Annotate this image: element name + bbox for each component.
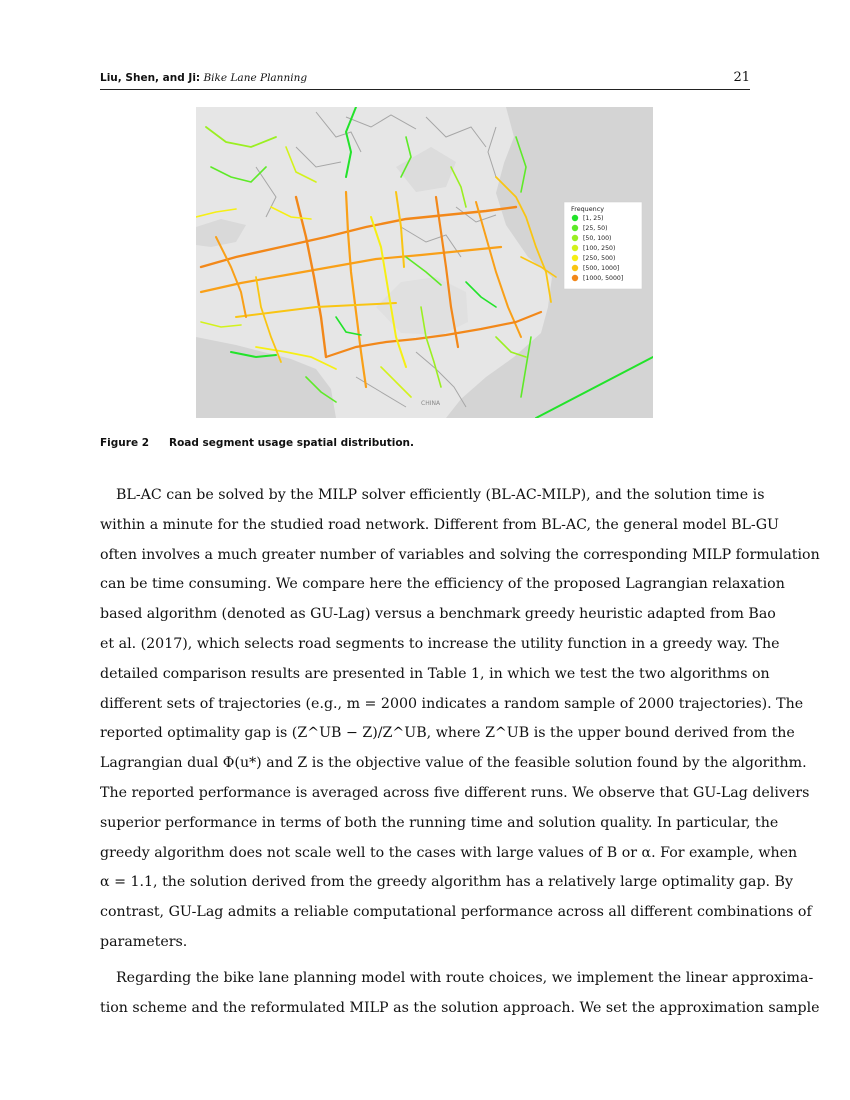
legend-label: [25, 50) (583, 225, 608, 233)
text-line: different sets of trajectories (e.g., m = 2000 indicates a random sample of 2000 trajectories). The (100, 695, 804, 712)
text-line: et al. (2017), which selects road segments to increase the utility function in a greedy way. The (100, 635, 780, 652)
text-line: tion scheme and the reformulated MILP as the solution approach. We set the approximation sample (100, 999, 820, 1016)
header-rule (100, 89, 750, 90)
text-line: greedy algorithm does not scale well to the cases with large values of B or α. For example, when (100, 844, 798, 861)
map-watermark: CHINA (421, 400, 441, 407)
text-line: Lagrangian dual Φ(u*) and Z is the objective value of the feasible solution found by the algorithm. (100, 755, 807, 772)
text-line: can be time consuming. We compare here the efficiency of the proposed Lagrangian relaxation (100, 576, 785, 593)
text-line: often involves a much greater number of variables and solving the corresponding MILP formulation (100, 546, 820, 563)
text-line: parameters. (100, 933, 188, 950)
legend-label: [500, 1000] (583, 265, 620, 273)
figure-map (196, 107, 653, 418)
body-text (100, 481, 820, 1023)
page-number: 21 (733, 70, 750, 85)
legend-marker (572, 275, 578, 281)
text-line: within a minute for the studied road network. Different from BL-AC, the general model BL-GU (100, 516, 779, 533)
running-header (100, 68, 750, 88)
legend-marker (572, 235, 578, 241)
paragraph-2 (100, 964, 820, 1024)
legend-label: [1000, 5000] (583, 275, 624, 283)
caption-label: Figure 2 (100, 437, 150, 449)
legend-label: [250, 500) (583, 255, 616, 263)
legend-label: [100, 250) (583, 245, 616, 253)
legend-marker (572, 225, 578, 231)
legend-marker (572, 255, 578, 261)
legend-label: [50, 100) (583, 235, 612, 243)
map-legend (564, 202, 642, 289)
text-line: The reported performance is averaged across five different runs. We observe that GU-Lag delivers (100, 784, 810, 801)
road-usage-map (196, 107, 653, 418)
legend-label: [1, 25) (583, 215, 604, 223)
legend-marker (572, 245, 578, 251)
paragraph-1 (100, 481, 820, 958)
text-line: BL-AC can be solved by the MILP solver efficiently (BL-AC-MILP), and the solution time is (116, 487, 765, 503)
text-line: contrast, GU-Lag admits a reliable computational performance across all different combinations of (100, 904, 812, 921)
text-line: reported optimality gap is (Z^UB − Z)/Z^UB, where Z^UB is the upper bound derived from the (100, 725, 795, 742)
header-short-title: Bike Lane Planning (203, 72, 308, 84)
header-authors-title (100, 72, 307, 84)
header-authors: Liu, Shen, and Ji: (100, 72, 201, 84)
caption-text: Road segment usage spatial distribution. (169, 437, 415, 449)
legend-marker (572, 215, 578, 221)
legend-marker (572, 265, 578, 271)
text-line: superior performance in terms of both the running time and solution quality. In particular, the (100, 814, 779, 831)
figure-caption (100, 437, 414, 449)
legend-title: Frequency (571, 205, 605, 213)
text-line: detailed comparison results are presented in Table 1, in which we test the two algorithms on (100, 665, 770, 682)
text-line: based algorithm (denoted as GU-Lag) versus a benchmark greedy heuristic adapted from Bao (100, 606, 776, 623)
text-line: α = 1.1, the solution derived from the greedy algorithm has a relatively large optimality gap. By (100, 874, 793, 891)
text-line: Regarding the bike lane planning model with route choices, we implement the linear approxima- (116, 969, 814, 986)
